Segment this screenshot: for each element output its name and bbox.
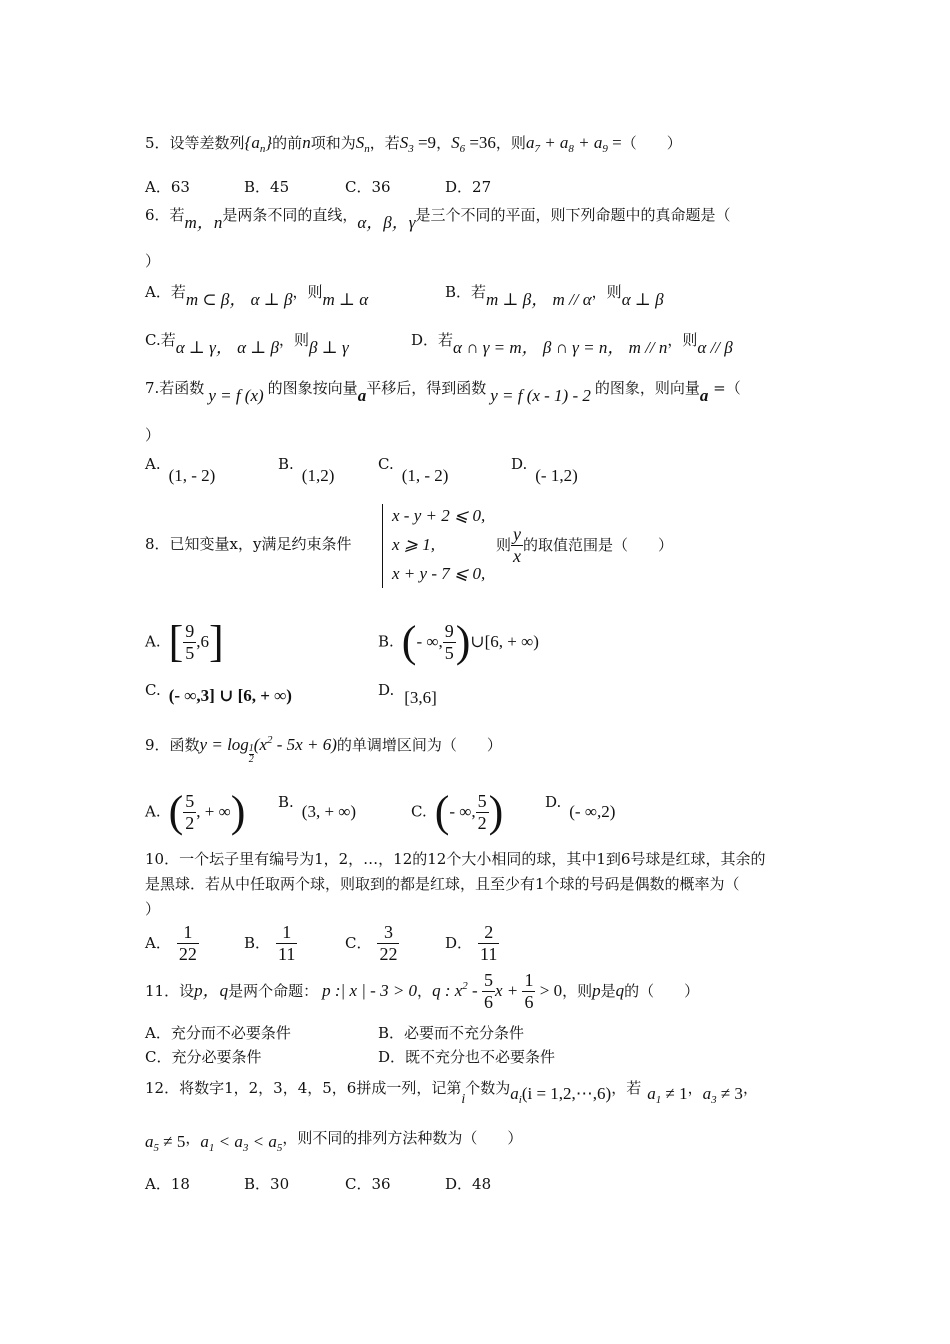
q11-option-c: C．充分必要条件 [145, 1048, 262, 1066]
q10-option-c: C． $\frac{3}{22}$ [345, 922, 398, 964]
q7-option-c: C.(1, - 2) [378, 455, 449, 485]
q9-option-c: C. (- ∞, $\frac{5}{2}$ ) [411, 787, 504, 836]
q8-stem: 8．已知变量x，y满足约束条件 [145, 535, 352, 553]
q6-stem [145, 205, 731, 232]
q8-brace [382, 504, 391, 588]
q5-sum: $a_7 + a_8 + a_9$ = [525, 133, 622, 155]
q10-option-d: D． $\frac{2}{11}$ [445, 922, 498, 964]
q5-seq: $\{a_n\}$ [244, 133, 273, 155]
q9-stem [145, 734, 502, 765]
q5-n: n [302, 133, 311, 152]
q8-option-a: A. [ $\frac{9}{5}$ ,6] [145, 617, 224, 666]
q5-S6: $S_6$ [451, 133, 466, 155]
q7-f2: y = f (x - 1) - 2 [490, 386, 591, 405]
q7-option-a: A.(1, - 2) [145, 455, 216, 485]
q6-close-paren: ） [145, 252, 161, 270]
q5-stem [145, 133, 682, 156]
q6-text: 是两条不同的直线， [222, 206, 358, 224]
q11-option-d: D．既不充分也不必要条件 [378, 1048, 556, 1066]
q12-option-d: D．48 [445, 1175, 492, 1193]
q5-paren: （ ） [621, 134, 682, 152]
q8-option-d: D. [3,6] [378, 681, 437, 707]
q8-option-b: B. (- ∞, $\frac{9}{5}$ )∪[6, + ∞) [378, 617, 539, 666]
q5-S3: $S_3$ [399, 133, 414, 155]
q6-text: 是三个不同的平面，则下列命题中的真命题是（ [415, 206, 731, 224]
q12-option-a: A．18 [145, 1175, 190, 1193]
q9-text: 9．函数 [145, 736, 200, 754]
q6-option-a: A．若m ⊂ β， α ⊥ β，则m ⊥ α [145, 283, 369, 309]
q5-option-c: C．36 [345, 178, 391, 196]
q7-vector: a [357, 386, 367, 405]
q6-option-c: C.若α ⊥ γ， α ⊥ β，则β ⊥ γ [145, 331, 349, 357]
q9-option-b: B. (3, + ∞) [278, 793, 357, 821]
q12-c3: $a_5 \ne 5$ [145, 1132, 186, 1154]
q5-S6-val: =36 [465, 133, 496, 152]
q12-c2: $a_3 \ne 3$ [702, 1084, 743, 1106]
q5-comma: ， [436, 134, 452, 152]
q7-text: 的图象，则向量 [594, 379, 700, 397]
q5-text: 的前 [272, 134, 303, 152]
q12-c4: $a_1 < a_3 < a_5$ [200, 1132, 283, 1154]
q7-option-d: D.(- 1,2) [511, 455, 578, 485]
q7-option-b: B.(1,2) [278, 455, 335, 485]
q7-text: 的图象按向量 [267, 379, 358, 397]
q11-pq: p，q [194, 980, 229, 1000]
q5-S3-val: =9 [413, 133, 437, 152]
q5-option-b: B．45 [244, 178, 290, 196]
q10-line-1: 10．一个坛子里有编号为1，2，…，12的12个大小相同的球，其中1到6号球是红球，其余的 [145, 850, 766, 868]
q10-line-2: 是黑球．若从中任取两个球，则取到的都是红球，且至少有1个球的号码是偶数的概率为（ [145, 875, 740, 893]
q7-stem [145, 378, 741, 405]
q10-option-a: A． $\frac{1}{22}$ [145, 922, 197, 964]
q9-function: y = log $\frac{1}{2}$ $(x^2 - 5x + 6)$ [199, 734, 337, 765]
q8-constraint-2: x ⩾ 1, [392, 535, 436, 554]
q9-option-a: A. ( $\frac{5}{2}$ , + ∞) [145, 787, 246, 836]
q12-ai: $a_i(i$ = 1,2,⋯,6) [510, 1084, 612, 1106]
q12-option-c: C．36 [345, 1175, 391, 1193]
q11-p-definition: p :| x | - 3 > 0 [322, 980, 418, 1000]
q9-option-d: D. (- ∞,2) [545, 793, 616, 821]
q10-option-b: B． $\frac{1}{11}$ [244, 922, 296, 964]
q5-text: 5．设等差数列 [145, 134, 245, 152]
q12-option-b: B．30 [244, 1175, 290, 1193]
q5-option-d: D．27 [445, 178, 492, 196]
q11-option-a: A．充分而不必要条件 [145, 1024, 291, 1042]
q7-text: 7.若函数 [145, 379, 205, 397]
q10-close-paren: ） [145, 900, 161, 918]
q11-option-b: B．必要而不充分条件 [378, 1024, 525, 1042]
q5-option-a: A．63 [145, 178, 190, 196]
q8-option-c: C. (- ∞,3] ∪ [6, + ∞) [145, 681, 292, 705]
q7-close-paren: ） [145, 426, 161, 444]
q6-option-d: D．若α ∩ γ = m， β ∩ γ = n， m // n，则α // β [411, 331, 733, 357]
q5-text: ，若 [369, 134, 400, 152]
q12-c1: $a_1 \ne 1$ [647, 1084, 688, 1106]
q8-constraint-1: x - y + 2 ⩽ 0, [392, 506, 486, 525]
q8-constraint-3: x + y - 7 ⩽ 0, [392, 564, 486, 583]
q6-mn: m，n [184, 213, 223, 232]
q8-tail: 则 $\frac{y}{x}$ 的取值范围是（ ） [496, 524, 674, 566]
q12-stem-line-1: 12．将数字1，2，3，4，5，6拼成一列，记第i个数为$a_i(i$ = 1,2,⋯,6)，若 $a_1 \ne 1$，$a_3 \ne 3$， [145, 1079, 758, 1107]
q7-eq: =（ [708, 379, 741, 397]
q6-text: 6．若 [145, 206, 185, 224]
q7-f1: y = f (x) [208, 386, 264, 405]
q12-stem-line-2: $a_5 \ne 5$，$a_1 < a_3 < a_5$，则不同的排列方法种数为（ ） [145, 1129, 523, 1154]
q5-text: ，则 [495, 134, 526, 152]
q7-text: 平移后，得到函数 [366, 379, 487, 397]
q8-fraction: $\frac{y}{x}$ [513, 524, 522, 566]
q9-text: 的单调增区间为（ ） [336, 736, 502, 754]
q11-q-definition: q : $x^2$ - [432, 980, 482, 1001]
q7-vector: a [699, 386, 709, 405]
q6-option-b: B．若m ⊥ β， m // α，则α ⊥ β [445, 283, 664, 309]
q5-Sn: $S_n$ [355, 133, 370, 155]
q5-text: 项和为 [310, 134, 356, 152]
q6-planes: α，β，γ [357, 213, 416, 232]
q11-stem: 11．设p，q是两个命题： p :| x | - 3 > 0，q : $x^2$ - $\frac{5}{6}$ x + $\frac{1}{6}$ > 0，则p是q的（ ） [145, 970, 700, 1012]
